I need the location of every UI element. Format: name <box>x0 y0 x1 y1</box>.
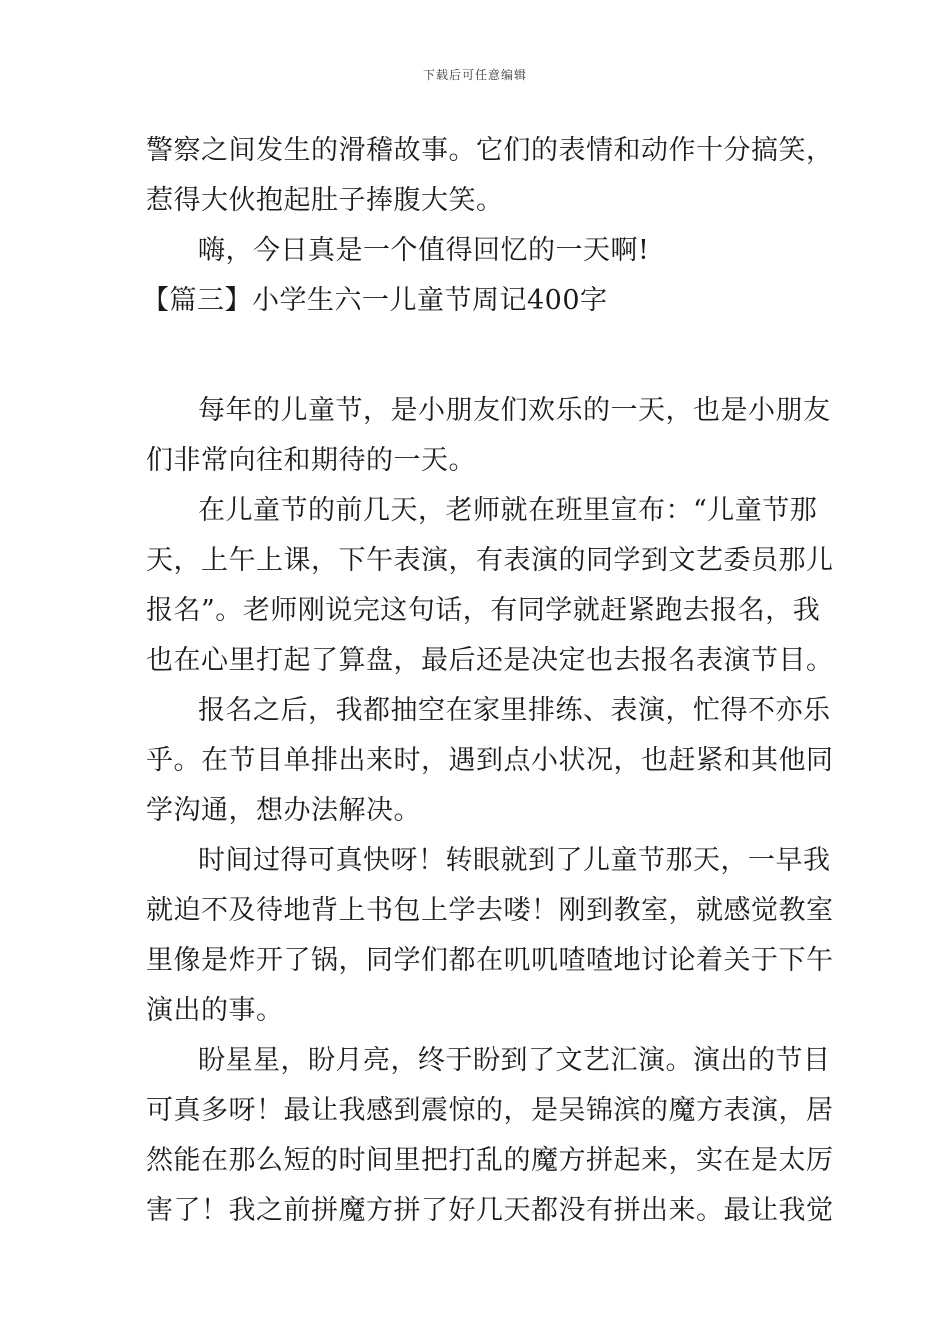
text-line: 然能在那么短的时间里把打乱的魔方拼起来，实在是太厉 <box>146 1145 834 1176</box>
section-heading: 【篇三】小学生六一儿童节周记400字 <box>142 285 608 316</box>
text-line: 报名之后，我都抽空在家里排练、表演，忙得不亦乐 <box>198 695 831 726</box>
text-line: 报名”。老师刚说完这句话，有同学就赶紧跑去报名，我 <box>146 595 821 626</box>
text-line: 可真多呀！最让我感到震惊的，是吴锦滨的魔方表演，居 <box>146 1095 834 1126</box>
text-line: 就迫不及待地背上书包上学去喽！刚到教室，就感觉教室 <box>146 895 834 926</box>
text-line: 惹得大伙抱起肚子捧腹大笑。 <box>146 185 504 216</box>
text-line: 天，上午上课，下午表演，有表演的同学到文艺委员那儿 <box>146 545 834 576</box>
text-line: 时间过得可真快呀！转眼就到了儿童节那天，一早我 <box>198 845 831 876</box>
text-line: 盼星星，盼月亮，终于盼到了文艺汇演。演出的节目 <box>198 1045 831 1076</box>
text-line: 害了！我之前拼魔方拼了好几天都没有拼出来。最让我觉 <box>146 1195 834 1226</box>
text-line: 每年的儿童节，是小朋友们欢乐的一天，也是小朋友 <box>198 395 831 426</box>
page-header-note: 下载后可任意编辑 <box>422 68 527 82</box>
text-line: 里像是炸开了锅，同学们都在叽叽喳喳地讨论着关于下午 <box>146 945 834 976</box>
section-spacer <box>146 326 806 386</box>
document-body <box>142 126 834 1236</box>
text-line: 学沟通，想办法解决。 <box>146 795 421 826</box>
text-line: 嗨，今日真是一个值得回忆的一天啊! <box>198 235 650 266</box>
text-line: 也在心里打起了算盘，最后还是决定也去报名表演节目。 <box>146 645 834 676</box>
text-line: 警察之间发生的滑稽故事。它们的表情和动作十分搞笑， <box>146 135 834 166</box>
text-line: 演出的事。 <box>146 995 284 1026</box>
text-line: 乎。在节目单排出来时，遇到点小状况，也赶紧和其他同 <box>146 745 834 776</box>
text-line: 们非常向往和期待的一天。 <box>146 445 476 476</box>
text-line: 在儿童节的前几天，老师就在班里宣布：“儿童节那 <box>198 495 818 526</box>
